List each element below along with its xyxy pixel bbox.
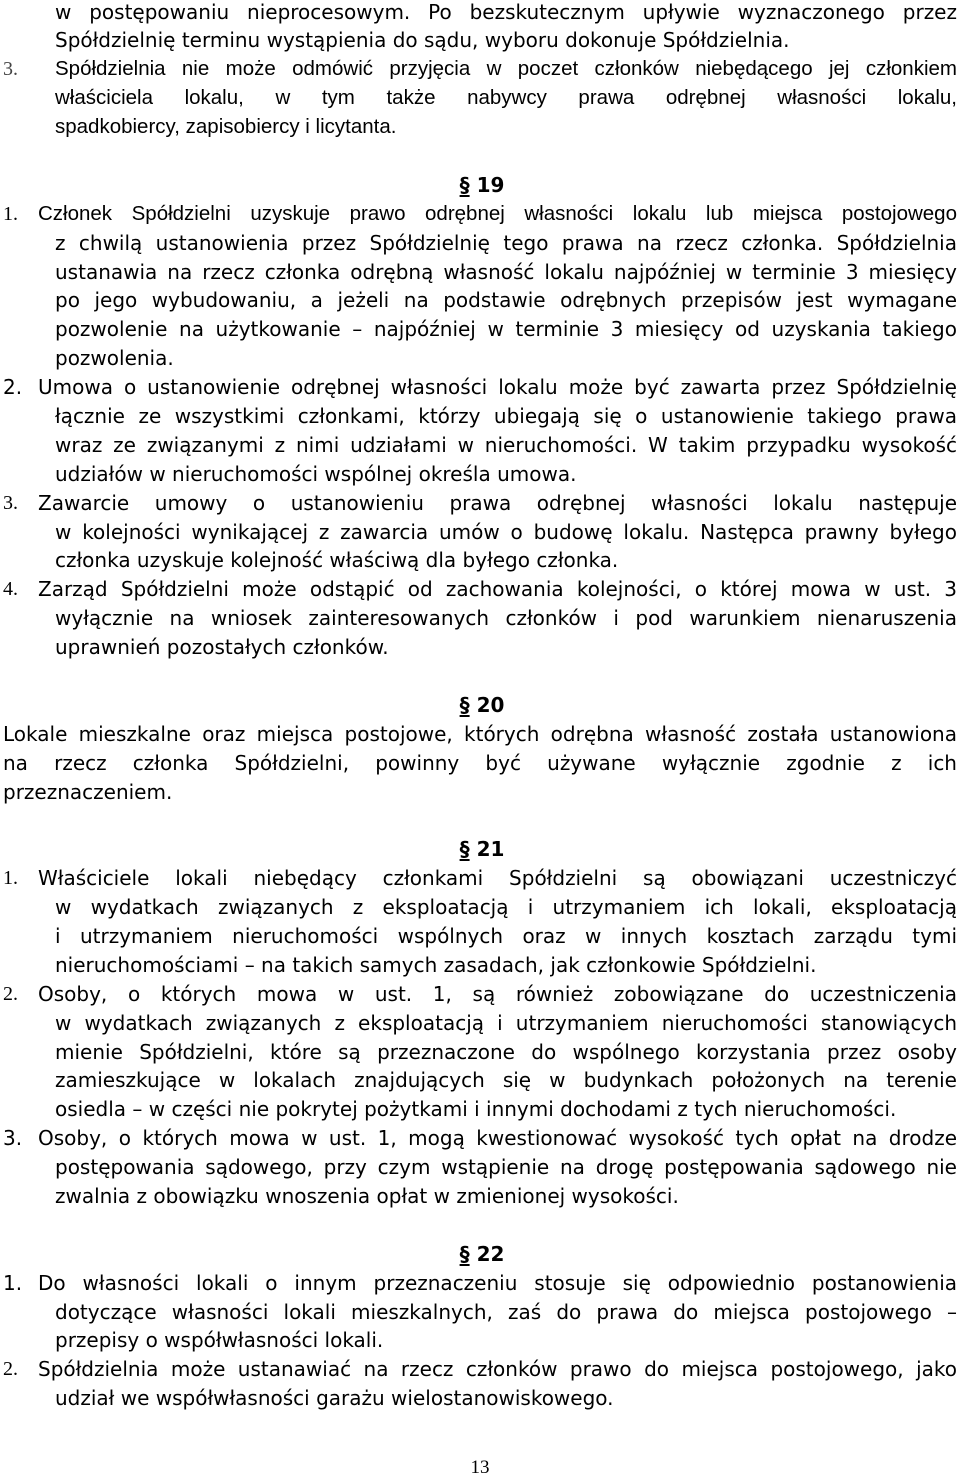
- list-item-number: 4.: [3, 578, 18, 601]
- section-number: 20: [476, 692, 505, 717]
- line-row: [0, 575, 960, 604]
- section-heading-22: [0, 1240, 960, 1269]
- text-line: Spółdzielnię terminu wystąpienia do sądu, wyboru dokonuje Spółdzielnia.: [55, 28, 790, 53]
- section-heading-20: [0, 691, 960, 720]
- section-19: [0, 200, 960, 662]
- text-line: Umowa o ustanowienie odrębnej własności lokalu może być zawarta przez Spółdzielnię: [38, 375, 957, 400]
- section-sign: §: [459, 692, 470, 717]
- text-line: mienie Spółdzielni, które są przeznaczone do wspólnego korzystania przez osoby: [55, 1039, 957, 1064]
- list-item: [0, 1269, 960, 1356]
- text-line: Lokale mieszkalne oraz miejsca postojowe, których odrębna własność została ustanowiona: [3, 721, 957, 746]
- line-row: [0, 1095, 960, 1124]
- list-item: [0, 55, 960, 142]
- list-item: [0, 200, 960, 373]
- line-row: [0, 229, 960, 258]
- line-row: [0, 402, 960, 431]
- list-item-number: 2.: [3, 375, 23, 400]
- line-row: [0, 1355, 960, 1384]
- line-row: [0, 0, 960, 26]
- blank-line: [0, 1211, 960, 1240]
- line-row: [0, 200, 960, 229]
- text-line: ustanawia na rzecz członka odrębną własność lokalu najpóźniej w terminie 3 miesięcy: [55, 259, 957, 284]
- text-line: wraz ze związanymi z nimi udziałami w nieruchomości. W takim przypadku wysokość: [55, 432, 957, 457]
- text-line: łącznie ze wszystkimi członkami, którzy ubiegają się o ustanowienie takiego prawa: [55, 403, 957, 428]
- line-row: [0, 720, 960, 749]
- line-row: [0, 1298, 960, 1327]
- blank-line: [0, 142, 960, 171]
- section-sign: §: [459, 172, 470, 197]
- text-line: spadkobiercy, zapisobiercy i licytanta.: [55, 115, 397, 139]
- text-line: dotyczące własności lokali mieszkalnych, zaś do prawa do miejsca postojowego –: [55, 1299, 957, 1324]
- text-line: postępowania sądowego, przy czym wstąpienie na drogę postępowania sądowego nie: [55, 1155, 957, 1180]
- text-line: Właściciele lokali niebędący członkami Spółdzielni są obowiązani uczestniczyć: [38, 866, 957, 891]
- line-row: [0, 1326, 960, 1355]
- section-22: [0, 1269, 960, 1413]
- text-line: przepisy o współwłasności lokali.: [55, 1328, 384, 1353]
- text-line: Zawarcie umowy o ustanowieniu prawa odrębnej własności lokalu następuje: [38, 490, 957, 515]
- list-item: [0, 1124, 960, 1211]
- text-line: Osoby, o których mowa w ust. 1, mogą kwestionować wysokość tych opłat na drodze: [38, 1126, 957, 1151]
- line-row: [0, 55, 960, 84]
- section-sign: §: [459, 1241, 470, 1266]
- text-line: udział we współwłasności garażu wielostanowiskowego.: [55, 1386, 614, 1411]
- line-row: [0, 1384, 960, 1413]
- text-line: wyłącznie na wniosek zainteresowanych członków i pod warunkiem nienaruszenia: [55, 606, 957, 631]
- section-number: 19: [476, 172, 505, 197]
- text-line: członka uzyskuje kolejność właściwą dla byłego członka.: [55, 548, 619, 573]
- list-item-number: 2.: [3, 1358, 18, 1381]
- text-line: w postępowaniu nieprocesowym. Po bezskutecznym upływie wyznaczonego przez: [55, 0, 957, 24]
- line-row: [0, 344, 960, 373]
- line-row: [0, 951, 960, 980]
- text-line: udziałów w nieruchomości wspólnej określa umowa.: [55, 461, 577, 486]
- section-20: [0, 720, 960, 807]
- list-item: [0, 864, 960, 980]
- line-row: [0, 1038, 960, 1067]
- text-line: po jego wybudowaniu, a jeżeli na podstawie odrębnych przepisów jest wymagane: [55, 288, 957, 313]
- list-item-number: 3.: [3, 58, 18, 81]
- text-line: Zarząd Spółdzielni może odstąpić od zachowania kolejności, o której mowa w ust. 3: [38, 577, 957, 602]
- line-row: [0, 1269, 960, 1298]
- list-item-number: 1.: [3, 1270, 23, 1295]
- list-item: [0, 1355, 960, 1413]
- section-heading-21: [0, 835, 960, 864]
- text-line: zamieszkujące w lokalach znajdujących się w budynkach położonych na terenie: [55, 1068, 957, 1093]
- blank-line: [0, 806, 960, 835]
- line-row: [0, 1009, 960, 1038]
- line-row: [0, 778, 960, 807]
- text-line: i utrzymaniem nieruchomości wspólnych oraz w innych kosztach zarządu tymi: [55, 924, 957, 948]
- list-item-number: 3.: [3, 491, 18, 514]
- line-row: [0, 1066, 960, 1095]
- text-line: właściciela lokalu, w tym także nabywcy prawa odrębnej własności lokalu,: [55, 86, 957, 110]
- section-21: [0, 864, 960, 1211]
- line-row: [0, 489, 960, 518]
- line-row: [0, 460, 960, 489]
- text-line: pozwolenia.: [55, 346, 174, 371]
- text-line: w kolejności wynikającej z zawarcia umów o budowę lokalu. Następca prawny byłego: [55, 519, 957, 544]
- text-line: Spółdzielnia nie może odmówić przyjęcia w poczet członków niebędącego jej członkiem: [55, 57, 957, 81]
- page-number: 13: [470, 1457, 490, 1478]
- list-item: [0, 373, 960, 489]
- list-item-number: 2.: [3, 982, 18, 1005]
- line-row: [0, 922, 960, 951]
- line-row: [0, 518, 960, 547]
- list-item: [0, 980, 960, 1124]
- text-line: przeznaczeniem.: [3, 779, 173, 804]
- line-row: [0, 749, 960, 778]
- blank-line: [0, 662, 960, 691]
- line-row: [0, 286, 960, 315]
- list-item: [0, 489, 960, 576]
- text-line: zwalnia z obowiązku wnoszenia opłat w zmienionej wysokości.: [55, 1184, 679, 1209]
- line-row: [0, 864, 960, 893]
- text-line: nieruchomościami – na takich samych zasadach, jak członkowie Spółdzielni.: [55, 952, 817, 977]
- text-line: osiedla – w części nie pokrytej pożytkami i innymi dochodami z tych nieruchomości.: [55, 1097, 897, 1122]
- text-line: Członek Spółdzielni uzyskuje prawo odrębnej własności lokalu lub miejsca postojowego: [38, 201, 957, 225]
- section-number: 21: [476, 837, 505, 862]
- text-line: pozwolenie na użytkowanie – najpóźniej w terminie 3 miesięcy od uzyskania takiego: [55, 317, 957, 342]
- text-line: w wydatkach związanych z eksploatacją i utrzymaniem nieruchomości stanowiących: [55, 1010, 957, 1035]
- line-row: [0, 1124, 960, 1153]
- continued-section: [0, 0, 960, 142]
- line-row: [0, 373, 960, 402]
- line-row: [0, 258, 960, 287]
- line-row: [0, 315, 960, 344]
- section-sign: §: [459, 837, 470, 862]
- text-line: w wydatkach związanych z eksploatacją i utrzymaniem ich lokali, eksploatacją: [55, 895, 957, 920]
- list-item: [0, 575, 960, 662]
- list-item-number: 3.: [3, 1126, 23, 1151]
- line-row: [0, 633, 960, 662]
- line-row: [0, 980, 960, 1009]
- text-line: na rzecz członka Spółdzielni, powinny być używane wyłącznie zgodnie z ich: [3, 750, 957, 775]
- line-row: [0, 893, 960, 922]
- section-heading-19: [0, 171, 960, 200]
- line-row: [0, 1182, 960, 1211]
- text-line: Spółdzielnia może ustanawiać na rzecz członków prawo do miejsca postojowego, jako: [38, 1357, 957, 1382]
- text-line: Do własności lokali o innym przeznaczeniu stosuje się odpowiednio postanowienia: [38, 1270, 957, 1295]
- list-item-number: 1.: [3, 867, 18, 890]
- line-row: [0, 431, 960, 460]
- text-line: z chwilą ustanowienia przez Spółdzielnię tego prawa na rzecz członka. Spółdzielnia: [55, 230, 957, 255]
- text-line: uprawnień pozostałych członków.: [55, 635, 389, 660]
- line-row: [0, 604, 960, 633]
- line-row: [0, 113, 960, 142]
- line-row: [0, 546, 960, 575]
- list-item-number: 1.: [3, 202, 18, 225]
- section-number: 22: [476, 1241, 505, 1266]
- line-row: [0, 1153, 960, 1182]
- line-row: [0, 84, 960, 113]
- line-row: [0, 26, 960, 55]
- text-line: Osoby, o których mowa w ust. 1, są również zobowiązane do uczestniczenia: [38, 981, 957, 1006]
